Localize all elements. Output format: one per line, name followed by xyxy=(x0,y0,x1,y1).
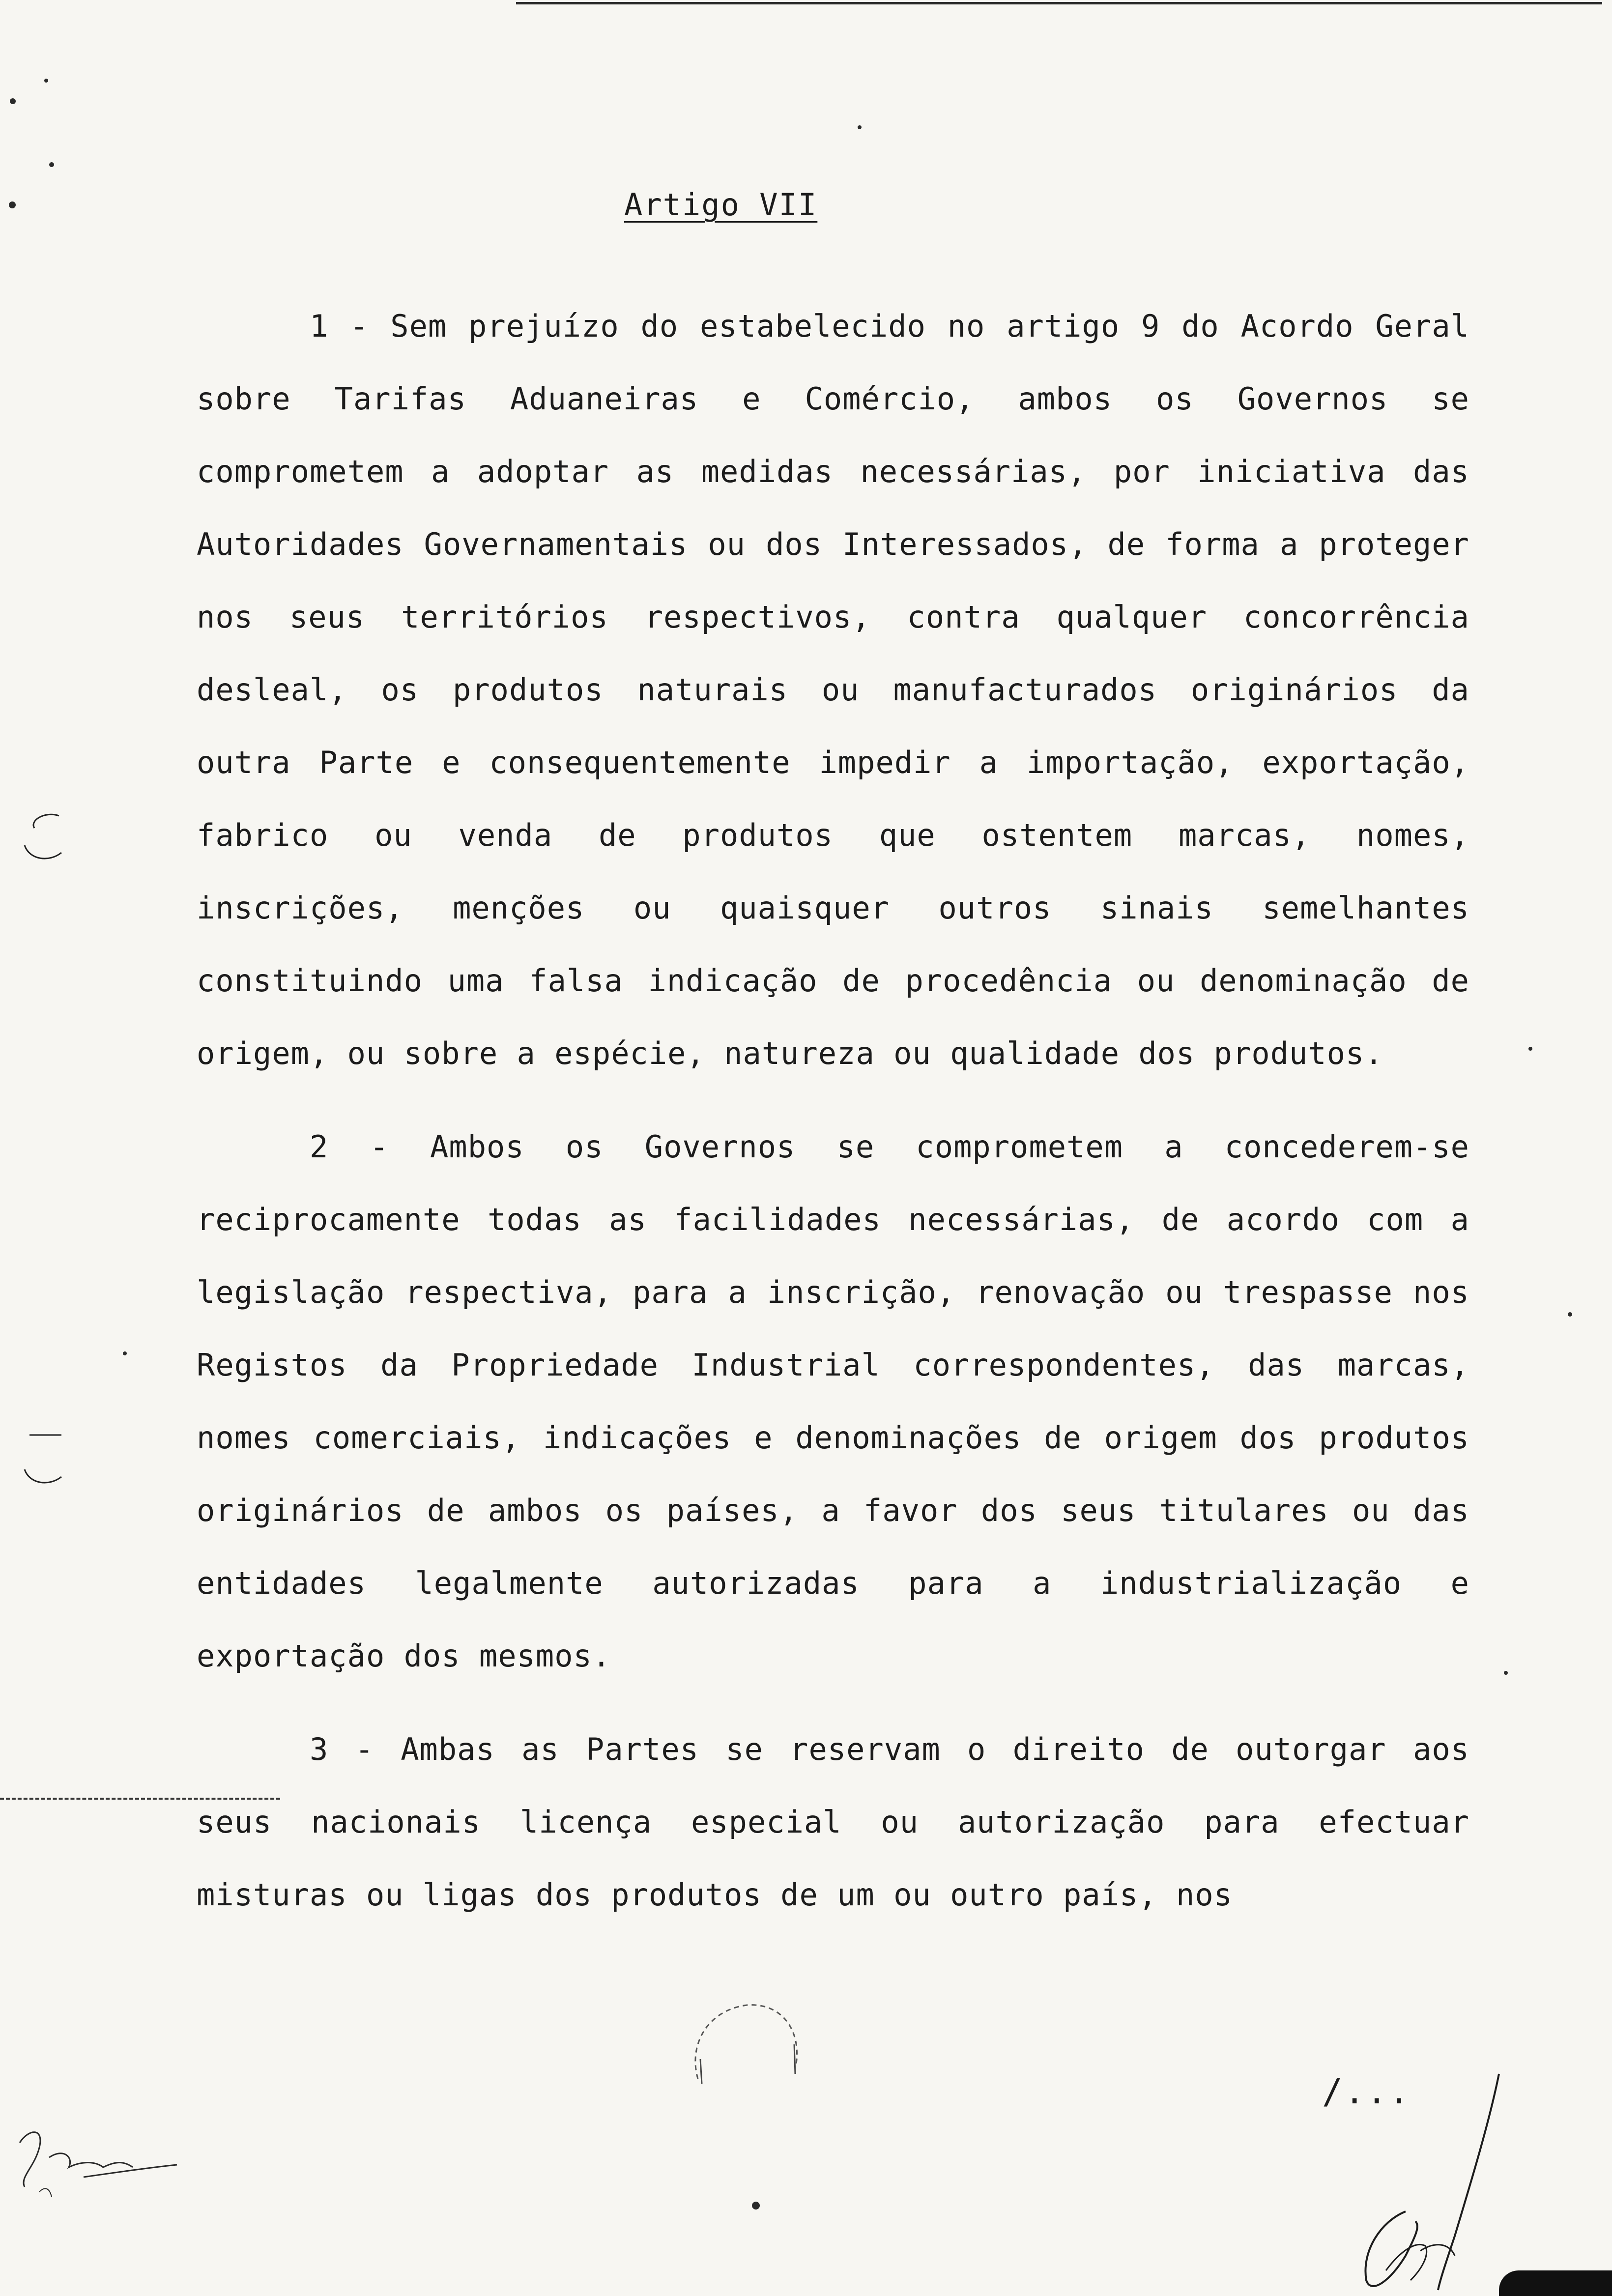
dashed-margin-line xyxy=(0,1798,280,1800)
speck xyxy=(1568,1312,1572,1317)
margin-arc-mark xyxy=(20,1425,64,1494)
handwritten-initials xyxy=(10,2113,187,2211)
signature-mark xyxy=(1293,2064,1538,2296)
speck xyxy=(1504,1671,1508,1675)
paragraph-3: 3 - Ambas as Partes se reservam o direito de outorgar aos seus nacionais licença especial ou autorização para efectuar misturas ou ligas dos produtos de um ou outro país, nos xyxy=(197,1731,1469,1913)
speck xyxy=(123,1351,127,1355)
speck xyxy=(44,79,48,83)
speck xyxy=(9,201,16,208)
speck xyxy=(49,162,54,167)
corner-ink-blot xyxy=(1499,2270,1612,2296)
speck xyxy=(858,125,862,129)
article-body xyxy=(197,290,1469,1952)
continuation-mark: /... xyxy=(1322,2071,1411,2112)
article-title: Artigo VII xyxy=(624,187,818,223)
speck xyxy=(752,2202,760,2210)
margin-arc-mark xyxy=(20,806,64,870)
stamp-trace xyxy=(683,1990,811,2098)
speck xyxy=(10,98,16,104)
speck xyxy=(1528,1047,1532,1051)
paragraph-1: 1 - Sem prejuízo do estabelecido no artigo 9 do Acordo Geral sobre Tarifas Aduaneiras e Comércio, ambos os Governos se comprometem a adoptar as medidas necessárias, por iniciativa das Autoridades Governamentais ou dos Interessados, de forma a proteger nos seus territórios respectivos, contra qualquer concorrência desleal, os produtos naturais ou manufacturados originários da outra Parte e consequentemente impedir a importação, exportação, fabrico ou venda de produtos que ostentem marcas, nomes, inscrições, menções ou quaisquer outros sinais semelhantes constituindo uma falsa indicação de procedência ou denominação de origem, ou sobre a espécie, natureza ou qualidade dos produtos. xyxy=(197,308,1469,1071)
top-rule xyxy=(516,2,1602,4)
paragraph-2: 2 - Ambos os Governos se comprometem a concederem-se reciprocamente todas as facilidades necessárias, de acordo com a legislação respectiva, para a inscrição, renovação ou trespasse nos Registos da Propriedade Industrial correspondentes, das marcas, nomes comerciais, indicações e denominações de origem dos produtos originários de ambos os países, a favor dos seus titulares ou das entidades legalmente autorizadas para a industrialização e exportação dos mesmos. xyxy=(197,1129,1469,1674)
